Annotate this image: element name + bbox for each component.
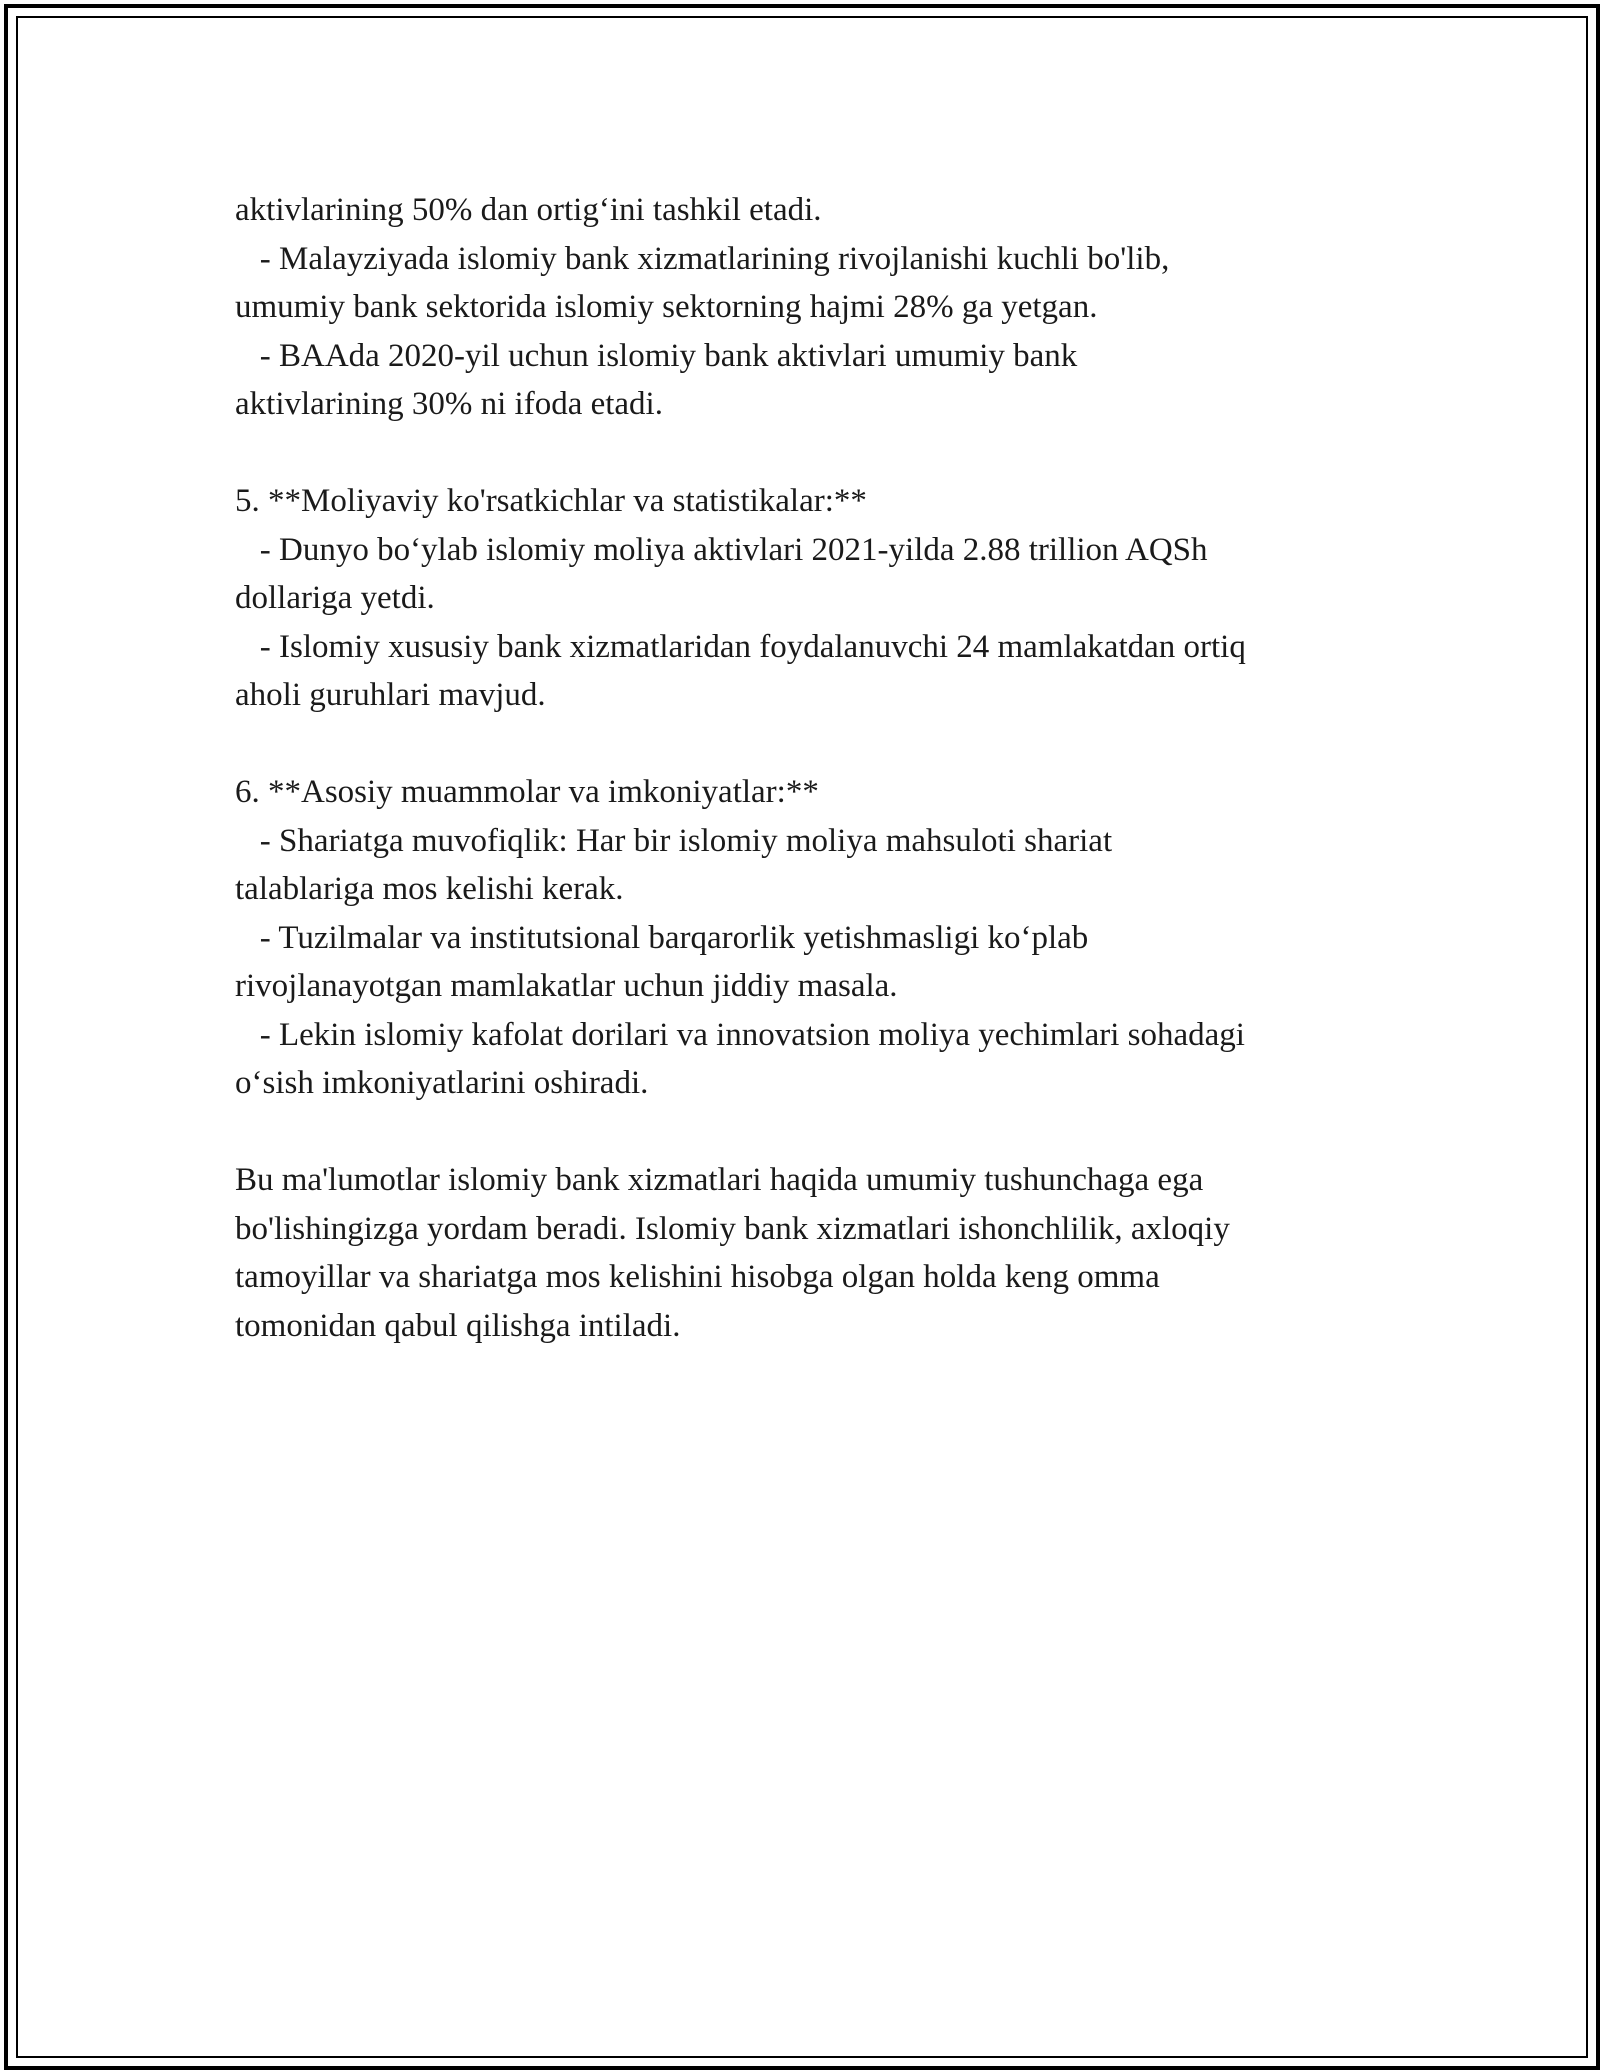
text-line: - Malayziyada islomiy bank xizmatlarining rivojlanishi kuchli bo'lib, xyxy=(235,240,1170,277)
text-line: - Islomiy xususiy bank xizmatlaridan foydalanuvchi 24 mamlakatdan ortiq xyxy=(235,628,1246,665)
text-line: o‘sish imkoniyatlarini oshiradi. xyxy=(235,1065,649,1101)
text-line: - BAAda 2020-yil uchun islomiy bank aktivlari umumiy bank xyxy=(235,337,1078,374)
text-line: - Lekin islomiy kafolat dorilari va innovatsion moliya yechimlari sohadagi xyxy=(235,1016,1245,1053)
text-line: - Tuzilmalar va institutsional barqarorlik yetishmasligi ko‘plab xyxy=(235,919,1089,956)
text-line: aholi guruhlari mavjud. xyxy=(235,677,546,713)
text-line: aktivlarining 50% dan ortig‘ini tashkil etadi. xyxy=(235,192,822,228)
text-line: - Dunyo bo‘ylab islomiy moliya aktivlari 2021-yilda 2.88 trillion AQSh xyxy=(235,531,1208,568)
text-line: dollariga yetdi. xyxy=(235,580,435,616)
text-line: Bu ma'lumotlar islomiy bank xizmatlari haqida umumiy tushunchaga ega xyxy=(235,1162,1204,1198)
blank-line xyxy=(235,720,1395,769)
text-line: aktivlarining 30% ni ifoda etadi. xyxy=(235,386,663,422)
text-line: rivojlanayotgan mamlakatlar uchun jiddiy masala. xyxy=(235,968,898,1004)
text-line: bo'lishingizga yordam beradi. Islomiy bank xizmatlari ishonchlilik, axloqiy xyxy=(235,1210,1230,1247)
document-body xyxy=(235,186,1395,1350)
blank-line xyxy=(235,1108,1395,1157)
text-line: talablariga mos kelishi kerak. xyxy=(235,871,624,907)
section-heading: 6. **Asosiy muammolar va imkoniyatlar:** xyxy=(235,774,819,810)
blank-line xyxy=(235,429,1395,478)
text-line: umumiy bank sektorida islomiy sektorning hajmi 28% ga yetgan. xyxy=(235,289,1098,325)
text-line: - Shariatga muvofiqlik: Har bir islomiy moliya mahsuloti shariat xyxy=(235,822,1113,859)
section-heading: 5. **Moliyaviy ko'rsatkichlar va statistikalar:** xyxy=(235,483,867,519)
text-line: tamoyillar va shariatga mos kelishini hisobga olgan holda keng omma xyxy=(235,1259,1160,1295)
text-line: tomonidan qabul qilishga intiladi. xyxy=(235,1307,681,1344)
